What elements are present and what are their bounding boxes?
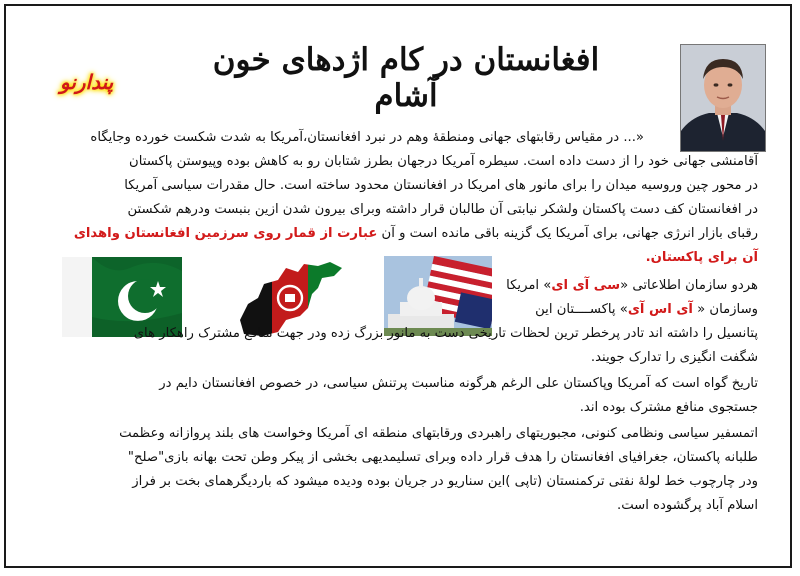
text-line: هردو سازمان اطلاعاتی «سی آی ای» امریکا [506, 278, 758, 293]
highlight-text: عبارت از قمار روی سرزمین افغانستان واهدای [73, 226, 378, 241]
text-line: اسلام آباد پرگشوده است. [617, 498, 758, 513]
text-line: جستجوی منافع مشترک بوده اند. [579, 400, 758, 415]
text-line: تاریخ گواه است که آمریکا وپاکستان علی الرغم هرگونه مناسبت پرتنش سیاسی، در خصوص افغانستان دایم در [159, 376, 758, 391]
text-line: شگفت انگیزی را تدارک جویند. [590, 350, 758, 365]
publication-badge: پندارنو [60, 70, 114, 94]
highlight-text: سی آی ای [551, 278, 621, 293]
text-line: وسازمان « آی اس آی» پاکســــتان این [535, 302, 758, 317]
highlight-text: آی اس آی [627, 302, 693, 317]
article-title: افغانستان در کام اژدهای خون آشام [212, 42, 600, 114]
text-line: آقامنشی جهانی خود را از دست داده است. سیطره آمریکا درجهان بطرز شتابان رو به کاهش بوده وپیوستن پاکستان [129, 154, 758, 169]
highlight-text: آن برای پاکستان. [645, 250, 758, 265]
text-line: در افغانستان کف دست پاکستان ولشکر نیابتی آن طالبان قرار داشته وبرای بیرون شدن ازین بنبست ودرهم شکستن [127, 202, 758, 217]
text-line: طلبانه پاکستان، جغرافیای افغانستان را هدف قرار داده وبرای تسلیمدیهی بخشی از پیکر وطن تحت بهانه بازی"صلح" [127, 450, 758, 465]
text-line: ودر چارچوب خط لولهٔ نفتی ترکمنستان (تاپی )این سناریو در جریان بوده ودیده میشود که باردیگرهمای بخت بر فراز [132, 474, 758, 489]
text-line: اتمسفیر سیاسی ونظامی کنونی، مجبوریتهای راهبردی ورقابتهای منطقه ای آمریکا وخواست های بلند پروازانه وعظمت [119, 426, 758, 441]
text-line: در محور چین وروسیه میدان را برای مانور های امریکا در افغانستان محدود ساخته است. حال مقدرات سیاسی آمریکا [124, 178, 758, 193]
text-line: «... در مقیاس رقابتهای جهانی ومنطقهٔ وهم در نبرد افغانستان،آمریکا به شدت شکست خورده وجایگاه [90, 130, 644, 145]
text-line [646, 248, 758, 268]
portrait-image [680, 44, 766, 152]
article-frame [4, 4, 792, 568]
text-line: رقبای بازار انرژی جهانی، برای آمریکا یک گزینه باقی مانده است و آن عبارت از قمار روی سرزمین افغانستان واهدای [73, 226, 758, 241]
text-line: پتانسیل را داشته اند تادر پرخطر ترین لحظات تاریخی دست به مانور بزرگ زده ودر جهت منافع مشترک راهکار های [133, 326, 758, 341]
